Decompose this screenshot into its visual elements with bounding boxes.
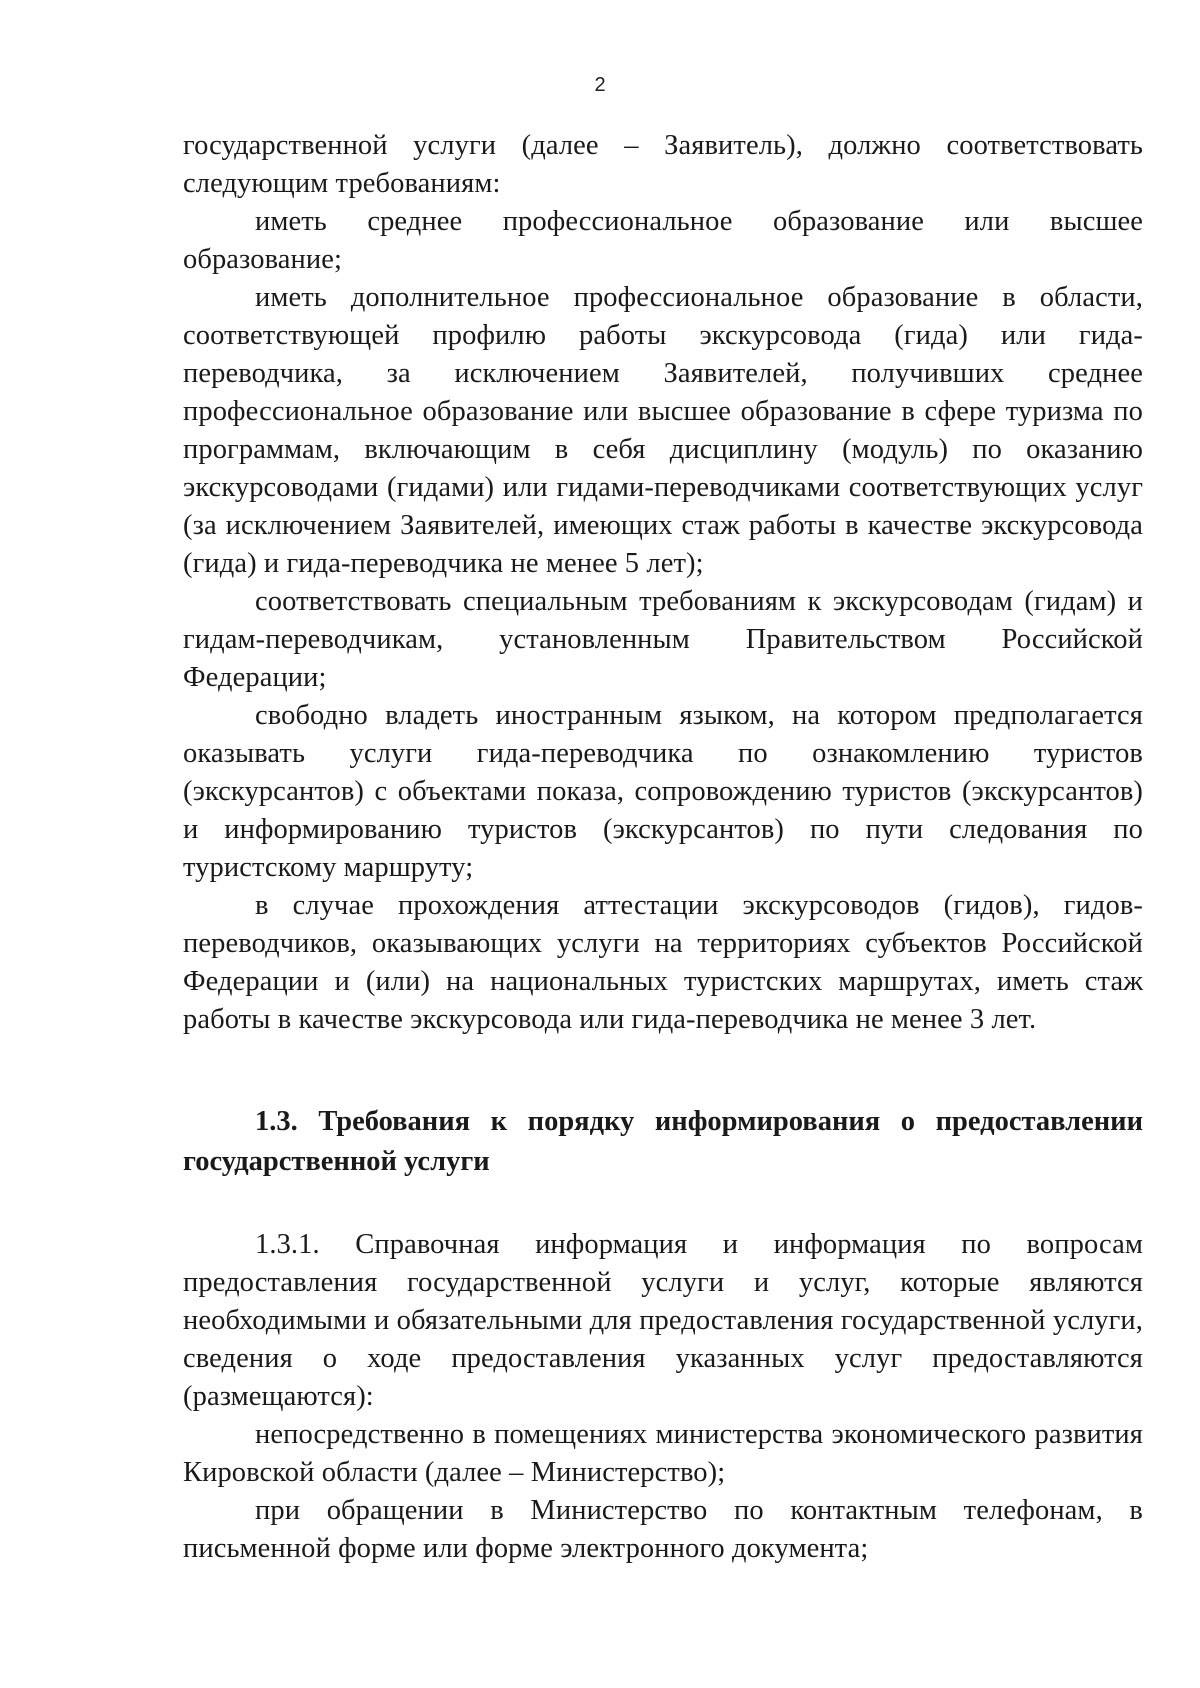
paragraph: соответствовать специальным требованиям к экскурсоводам (гидам) и гидам-переводчикам, установленным Правительством Российской Федерации; <box>183 586 1143 693</box>
paragraph: свободно владеть иностранным языком, на котором предполагается оказывать услуги гида-переводчика по ознакомлению туристов (экскурсантов) с объектами показа, сопровождению туристов (экскурсантов) и информированию туристов (экскурсантов) по пути следования по туристскому маршруту; <box>183 700 1143 883</box>
paragraph: государственной услуги (далее – Заявитель), должно соответствовать следующим требованиям: <box>183 130 1143 199</box>
requirements-text <box>183 127 1143 1039</box>
paragraph: непосредственно в помещениях министерства экономического развития Кировской области (далее – Министерство); <box>183 1419 1143 1488</box>
paragraph: иметь среднее профессиональное образование или высшее образование; <box>183 206 1143 275</box>
paragraph: 1.3.1. Справочная информация и информация по вопросам предоставления государственной услуги и услуг, которые являются необходимыми и обязательными для предоставления государственной услуги, сведения о ходе предоставления указанных услуг предоставляются (размещаются): <box>183 1229 1143 1412</box>
paragraph: иметь дополнительное профессиональное образование в области, соответствующей профилю работы экскурсовода (гида) или гида-переводчика, за исключением Заявителей, получивших среднее профессиональное образование или высшее образование в сфере туризма по программам, включающим в себя дисциплину (модуль) по оказанию экскурсоводами (гидами) или гидами-переводчиками соответствующих услуг (за исключением Заявителей, имеющих стаж работы в качестве экскурсовода (гида) и гида-переводчика не менее 5 лет); <box>183 282 1143 579</box>
paragraph: в случае прохождения аттестации экскурсоводов (гидов), гидов-переводчиков, оказывающих услуги на территориях субъектов Российской Федерации и (или) на национальных туристских маршрутах, иметь стаж работы в качестве экскурсовода или гида-переводчика не менее 3 лет. <box>183 890 1143 1035</box>
section-heading-text: 1.3. Требования к порядку информирования о предоставлении государственной услуги <box>183 1106 1143 1177</box>
page-number: 2 <box>594 74 606 96</box>
information-text <box>183 1226 1143 1568</box>
paragraph: при обращении в Министерство по контактным телефонам, в письменной форме или форме электронного документа; <box>183 1495 1143 1564</box>
section-heading <box>183 1102 1143 1182</box>
